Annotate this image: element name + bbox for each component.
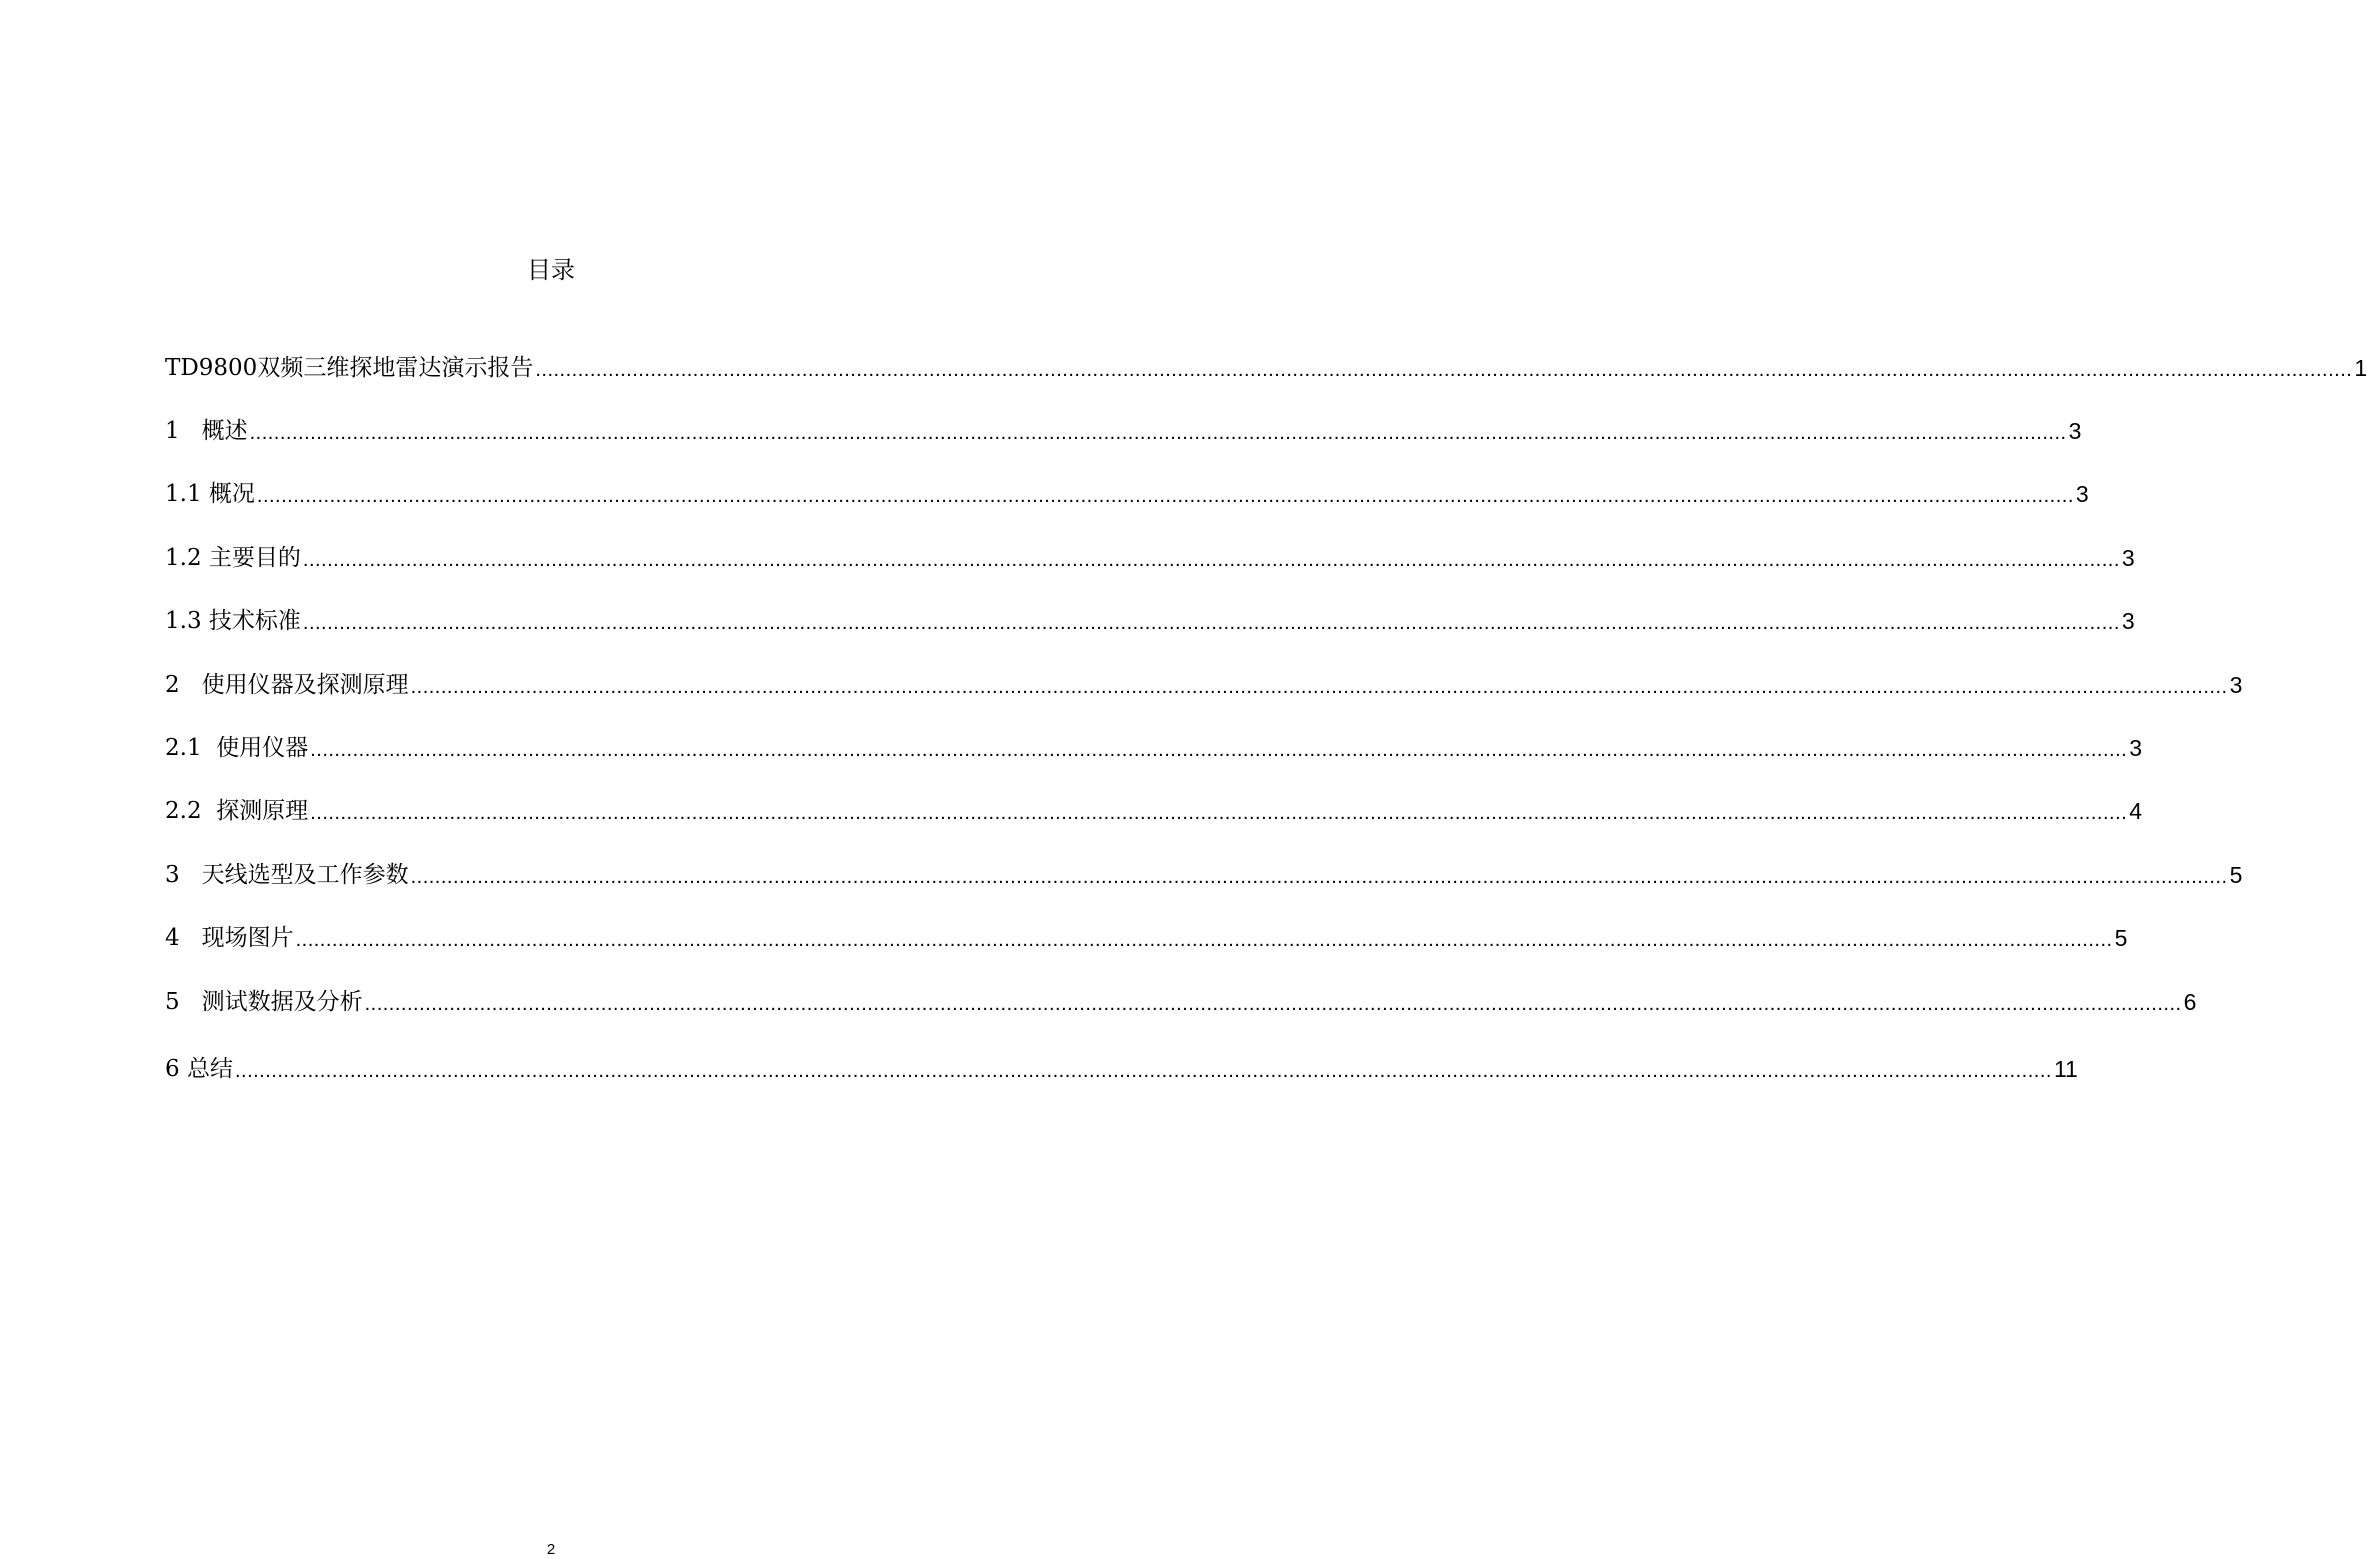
toc-entry-page: 4 [2129, 798, 2142, 824]
toc-entry[interactable] [165, 352, 2367, 384]
toc-entry[interactable] [165, 732, 2142, 764]
toc-entry-page: 3 [2075, 481, 2089, 507]
toc-entry-title: 6 总结 [165, 1056, 233, 1082]
toc-entry-page: 3 [2121, 608, 2135, 634]
toc-entry-title: 3 天线选型及工作参数 [165, 862, 409, 888]
toc-entry[interactable] [165, 859, 2243, 891]
page-number: 2 [546, 1541, 556, 1558]
dot-leader: ............................................................................................................................................................................................................................................................................................................ [310, 802, 2128, 824]
dot-leader: ............................................................................................................................................................................................................................................................................................................ [234, 1060, 2052, 1082]
dot-leader: ............................................................................................................................................................................................................................................................................................................ [410, 676, 2228, 698]
dot-leader: ............................................................................................................................................................................................................................................................................................................ [249, 422, 2067, 444]
dot-leader: ............................................................................................................................................................................................................................................................................................................ [310, 739, 2128, 761]
toc-entry[interactable] [165, 478, 2089, 510]
toc-entry-title: 4 现场图片 [165, 925, 294, 951]
toc-entry-title: 2.1 使用仪器 [165, 735, 309, 761]
toc-entry-title: 2 使用仪器及探测原理 [165, 672, 409, 698]
toc-entry[interactable] [165, 669, 2243, 701]
dot-leader: ............................................................................................................................................................................................................................................................................................................ [302, 549, 2120, 571]
toc-heading: 目录 [527, 256, 575, 284]
toc-entry-page: 3 [2129, 735, 2142, 761]
toc-entry[interactable] [165, 986, 2197, 1018]
dot-leader: ............................................................................................................................................................................................................................................................................................................ [410, 866, 2228, 888]
dot-leader: ............................................................................................................................................................................................................................................................................................................ [256, 485, 2074, 507]
toc-entry[interactable] [165, 922, 2128, 954]
toc-entry-title: 1 概述 [165, 418, 248, 444]
toc-entry-page: 11 [2053, 1056, 2078, 1082]
toc-entry-title: 5 测试数据及分析 [165, 989, 363, 1015]
dot-leader: ............................................................................................................................................................................................................................................................................................................ [302, 612, 2120, 634]
toc-entry-page: 1 [2354, 355, 2367, 381]
toc-entry-title: 1.3 技术标准 [165, 608, 301, 634]
toc-entry-title: TD9800双频三维探地雷达演示报告 [165, 355, 534, 381]
dot-leader: ............................................................................................................................................................................................................................................................................................................ [295, 929, 2113, 951]
dot-leader: ............................................................................................................................................................................................................................................................................................................ [364, 993, 2182, 1015]
toc-entry[interactable] [165, 415, 2082, 447]
toc-entry[interactable] [165, 1053, 2078, 1085]
toc-entry-page: 5 [2114, 925, 2128, 951]
toc-entry[interactable] [165, 605, 2135, 637]
dot-leader: ............................................................................................................................................................................................................................................................................................................ [535, 359, 2353, 381]
toc-entry-title: 1.2 主要目的 [165, 545, 301, 571]
toc-entry-page: 3 [2229, 672, 2243, 698]
toc-entry-title: 1.1 概况 [165, 481, 255, 507]
toc-entry[interactable] [165, 542, 2135, 574]
toc-entry-page: 3 [2121, 545, 2135, 571]
toc-entry-page: 5 [2229, 862, 2243, 888]
toc-entry-page: 3 [2068, 418, 2082, 444]
toc-entry-title: 2.2 探测原理 [165, 798, 309, 824]
toc-entry[interactable] [165, 795, 2142, 827]
toc-entry-page: 6 [2183, 989, 2197, 1015]
